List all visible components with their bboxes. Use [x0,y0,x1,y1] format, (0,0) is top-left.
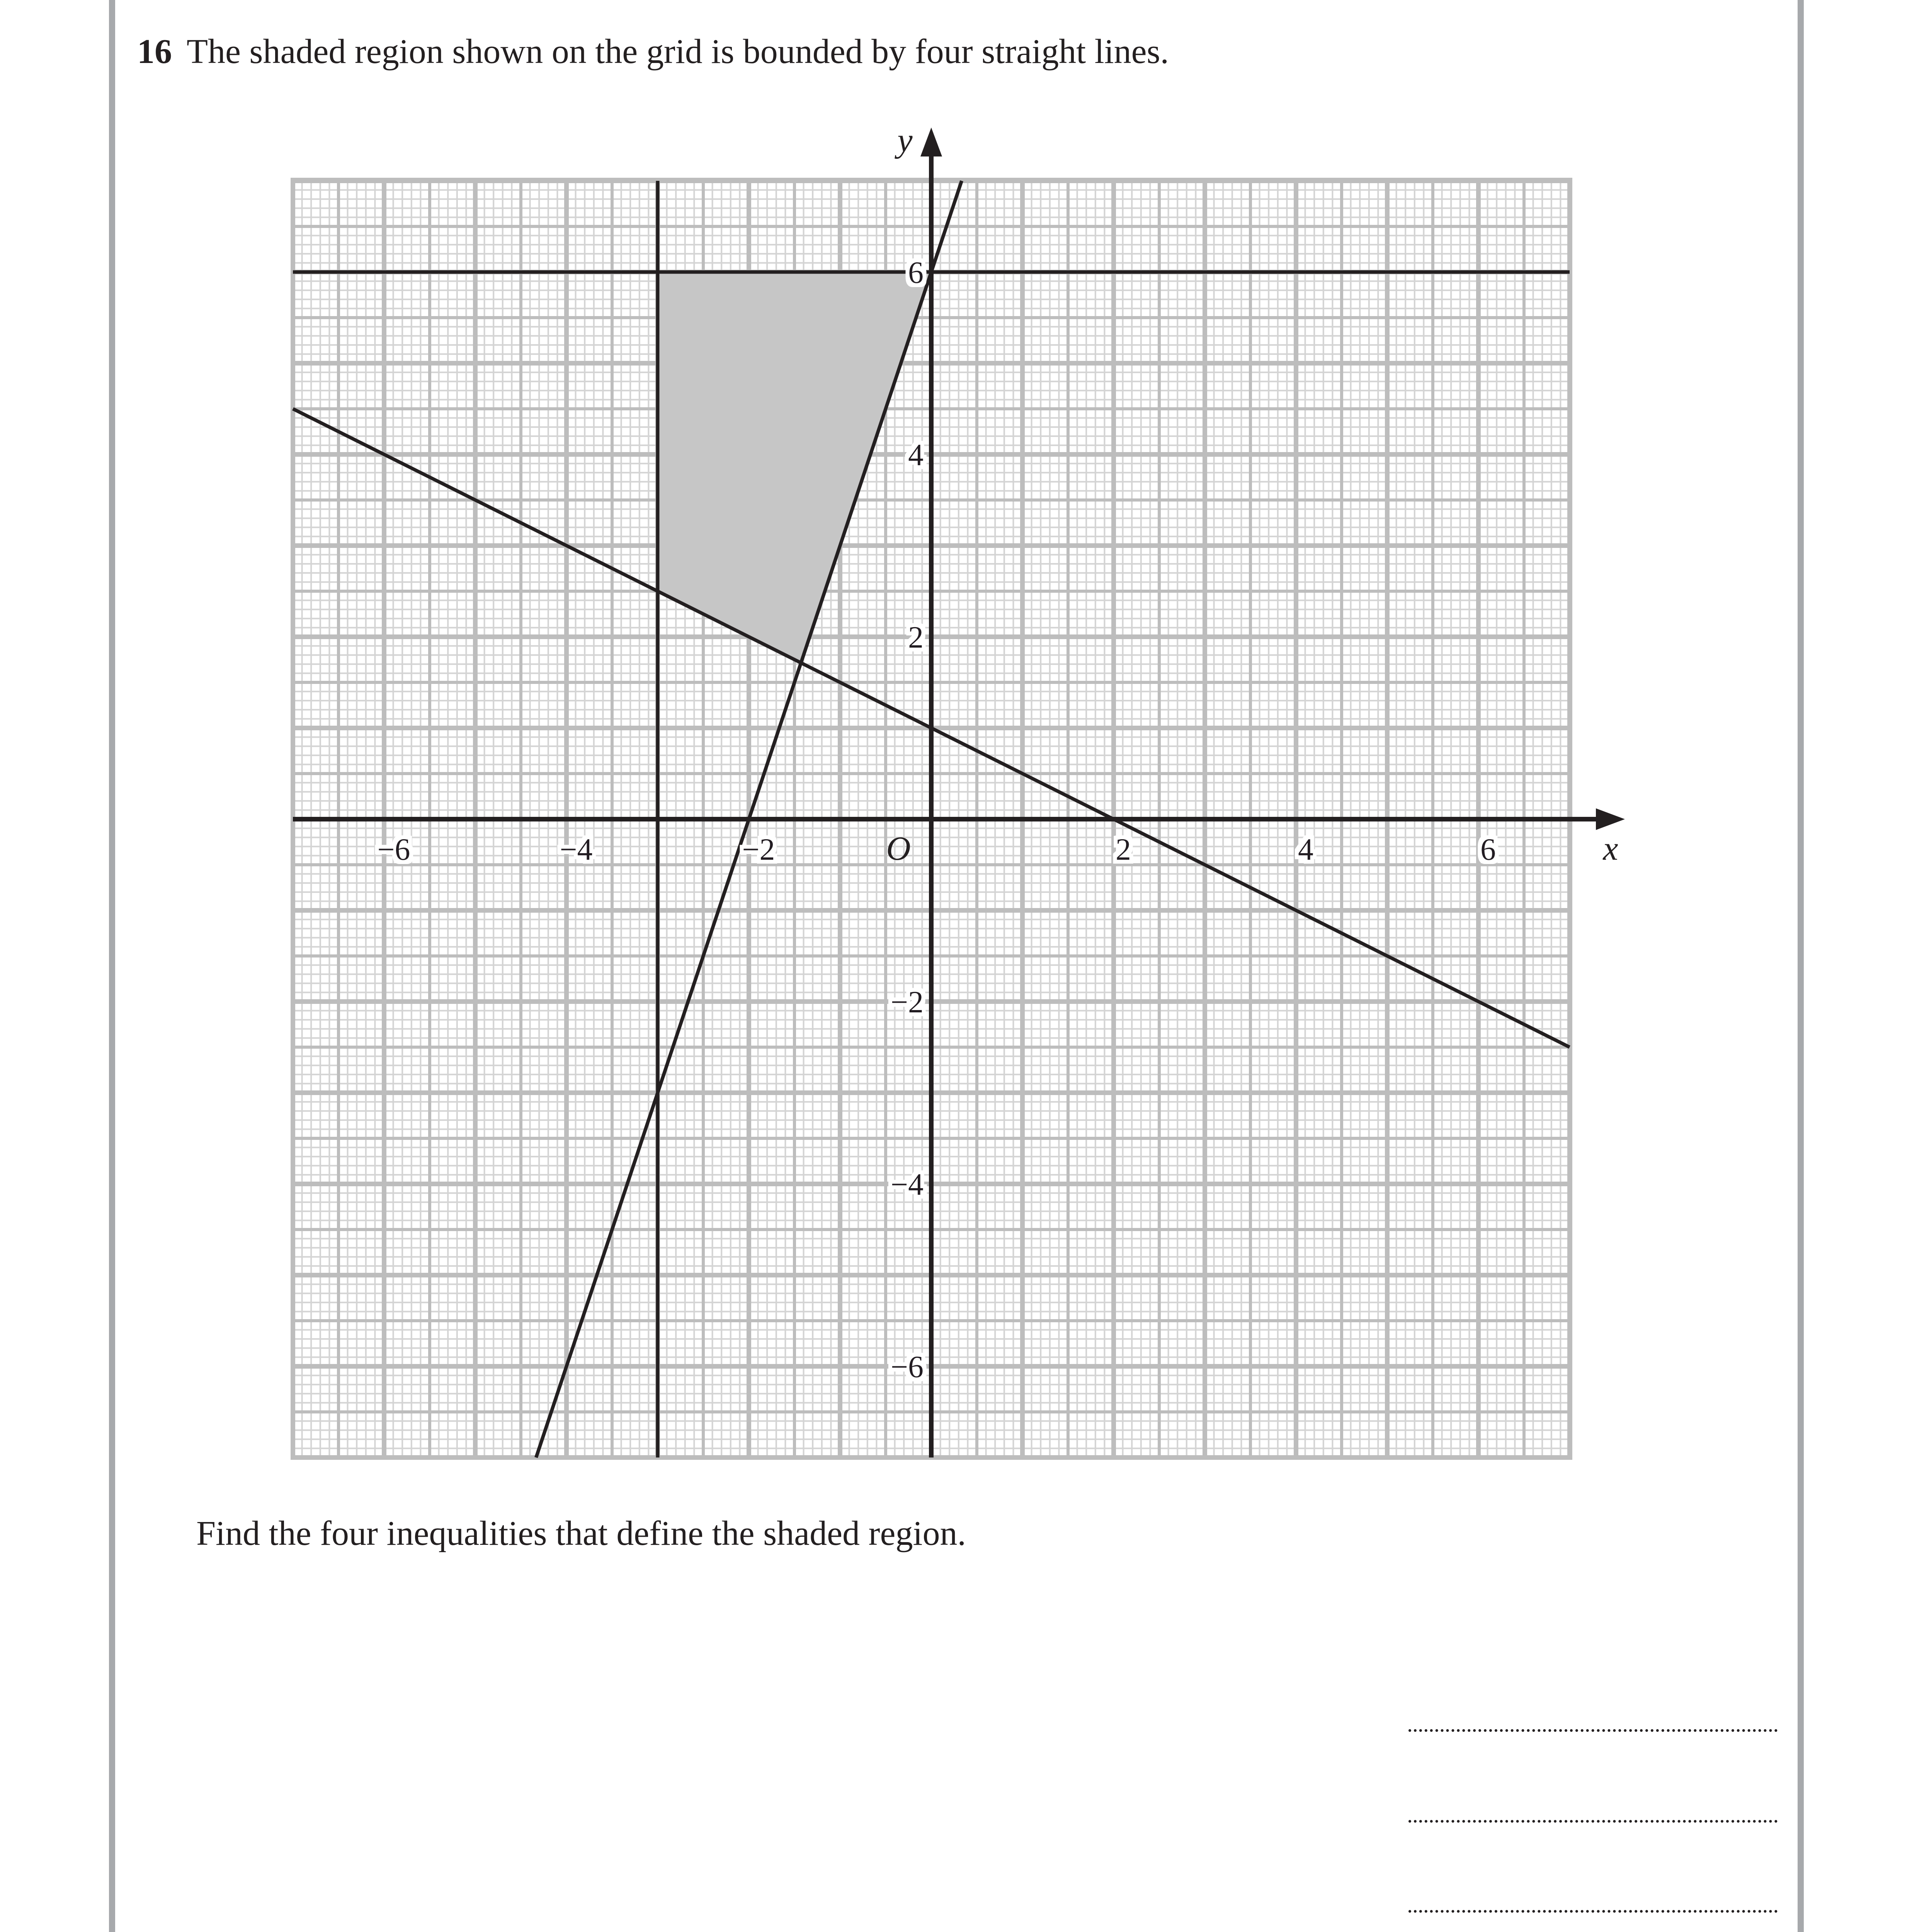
y-tick-label: −6 [890,1350,924,1384]
shaded-region [658,272,931,663]
x-tick-label: −4 [560,833,593,867]
x-axis-label: x [1603,830,1618,867]
y-tick-label: −2 [890,985,924,1019]
instruction-text: Find the four inequalities that define the shaded region. [196,1514,966,1553]
x-axis-arrow [1596,808,1625,830]
x-tick-label: 6 [1480,833,1496,867]
y-tick-label: 4 [908,438,924,472]
shaded-region-group [658,272,931,663]
y-tick-label: 6 [908,256,924,290]
answer-line[interactable] [1408,1820,1778,1823]
y-tick-label: 2 [908,621,924,655]
x-tick-label: 4 [1298,833,1313,867]
question-number: 16 [137,32,172,71]
question-text: The shaded region shown on the grid is bounded by four straight lines. [187,32,1169,71]
answer-line[interactable] [1408,1729,1778,1732]
origin-label: O [886,830,911,867]
y-axis-label: y [897,122,913,159]
x-tick-label: −6 [377,833,410,867]
y-axis-arrow [920,128,942,156]
answer-line[interactable] [1408,1910,1778,1913]
y-tick-label: −4 [890,1168,924,1202]
x-tick-label: −2 [742,833,775,867]
x-tick-label: 2 [1116,833,1131,867]
